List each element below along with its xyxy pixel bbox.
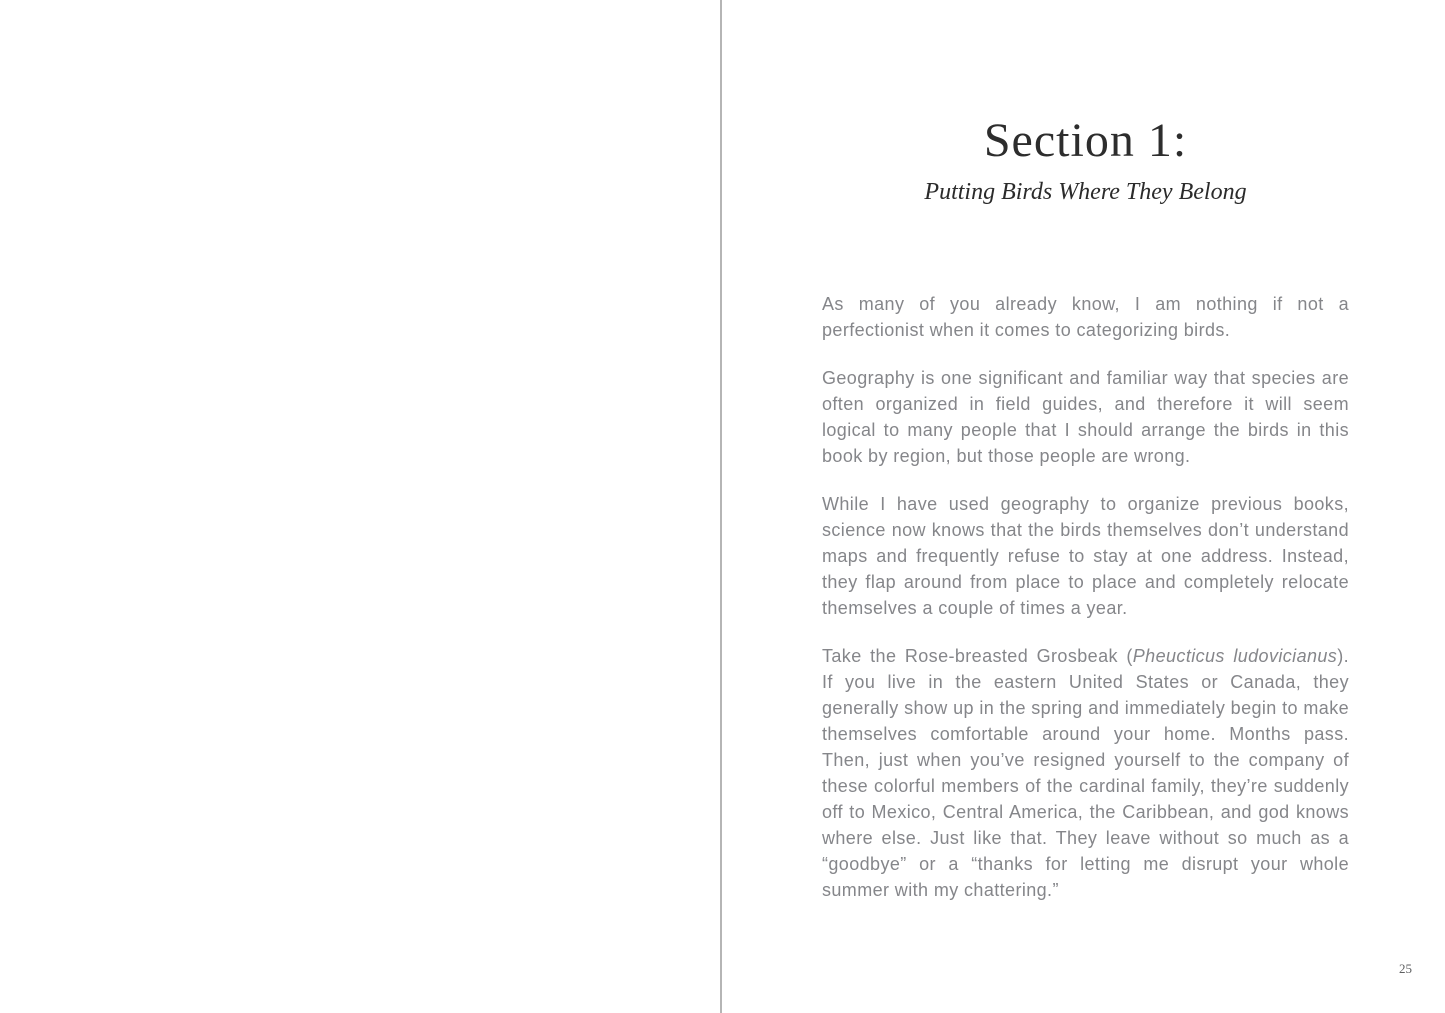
paragraph-perfectionist: As many of you already know, I am nothing if not a perfectionist when it comes to categorizing birds. [822,294,1349,340]
page-number: 25 [1399,961,1412,976]
species-name: Pheucticus ludovicianus [1132,646,1338,666]
paragraph-maps: While I have used geography to organize previous books, science now knows that the birds themselves don’t understand maps and frequently refuse to stay at one address. Instead, they flap around from place to place and completely relocate themselves a couple of times a year. [822,494,1349,618]
page-spine-divider [720,0,722,1013]
paragraph-grosbeak-rest: ). If you live in the eastern United States or Canada, they generally show up in the spring and immediately begin to make themselves comfortable around your home. Months pass. Then, just when you’ve resigned yourself to the company of these colorful members of the cardinal family, they’re suddenly off to Mexico, Central America, the Caribbean, and god knows where else. Just like that. They leave without so much as a “goodbye” or a “thanks for letting me disrupt your whole summer with my chattering.” [822,646,1349,900]
paragraph-grosbeak-lead: Take the Rose-breasted Grosbeak ( [822,646,1133,666]
paragraph-geography: Geography is one significant and familiar way that species are often organized in field guides, and therefore it will seem logical to many people that I should arrange the birds in this book by region, but those people are wrong. [822,368,1349,466]
section-title: Section 1: [983,114,1188,167]
paragraph-grosbeak [822,643,1349,903]
right-page [723,0,1445,1013]
left-blank-page [0,0,720,1013]
body-copy [822,291,1349,903]
section-subtitle: Putting Birds Where They Belong [924,179,1247,205]
page-content [822,115,1349,903]
